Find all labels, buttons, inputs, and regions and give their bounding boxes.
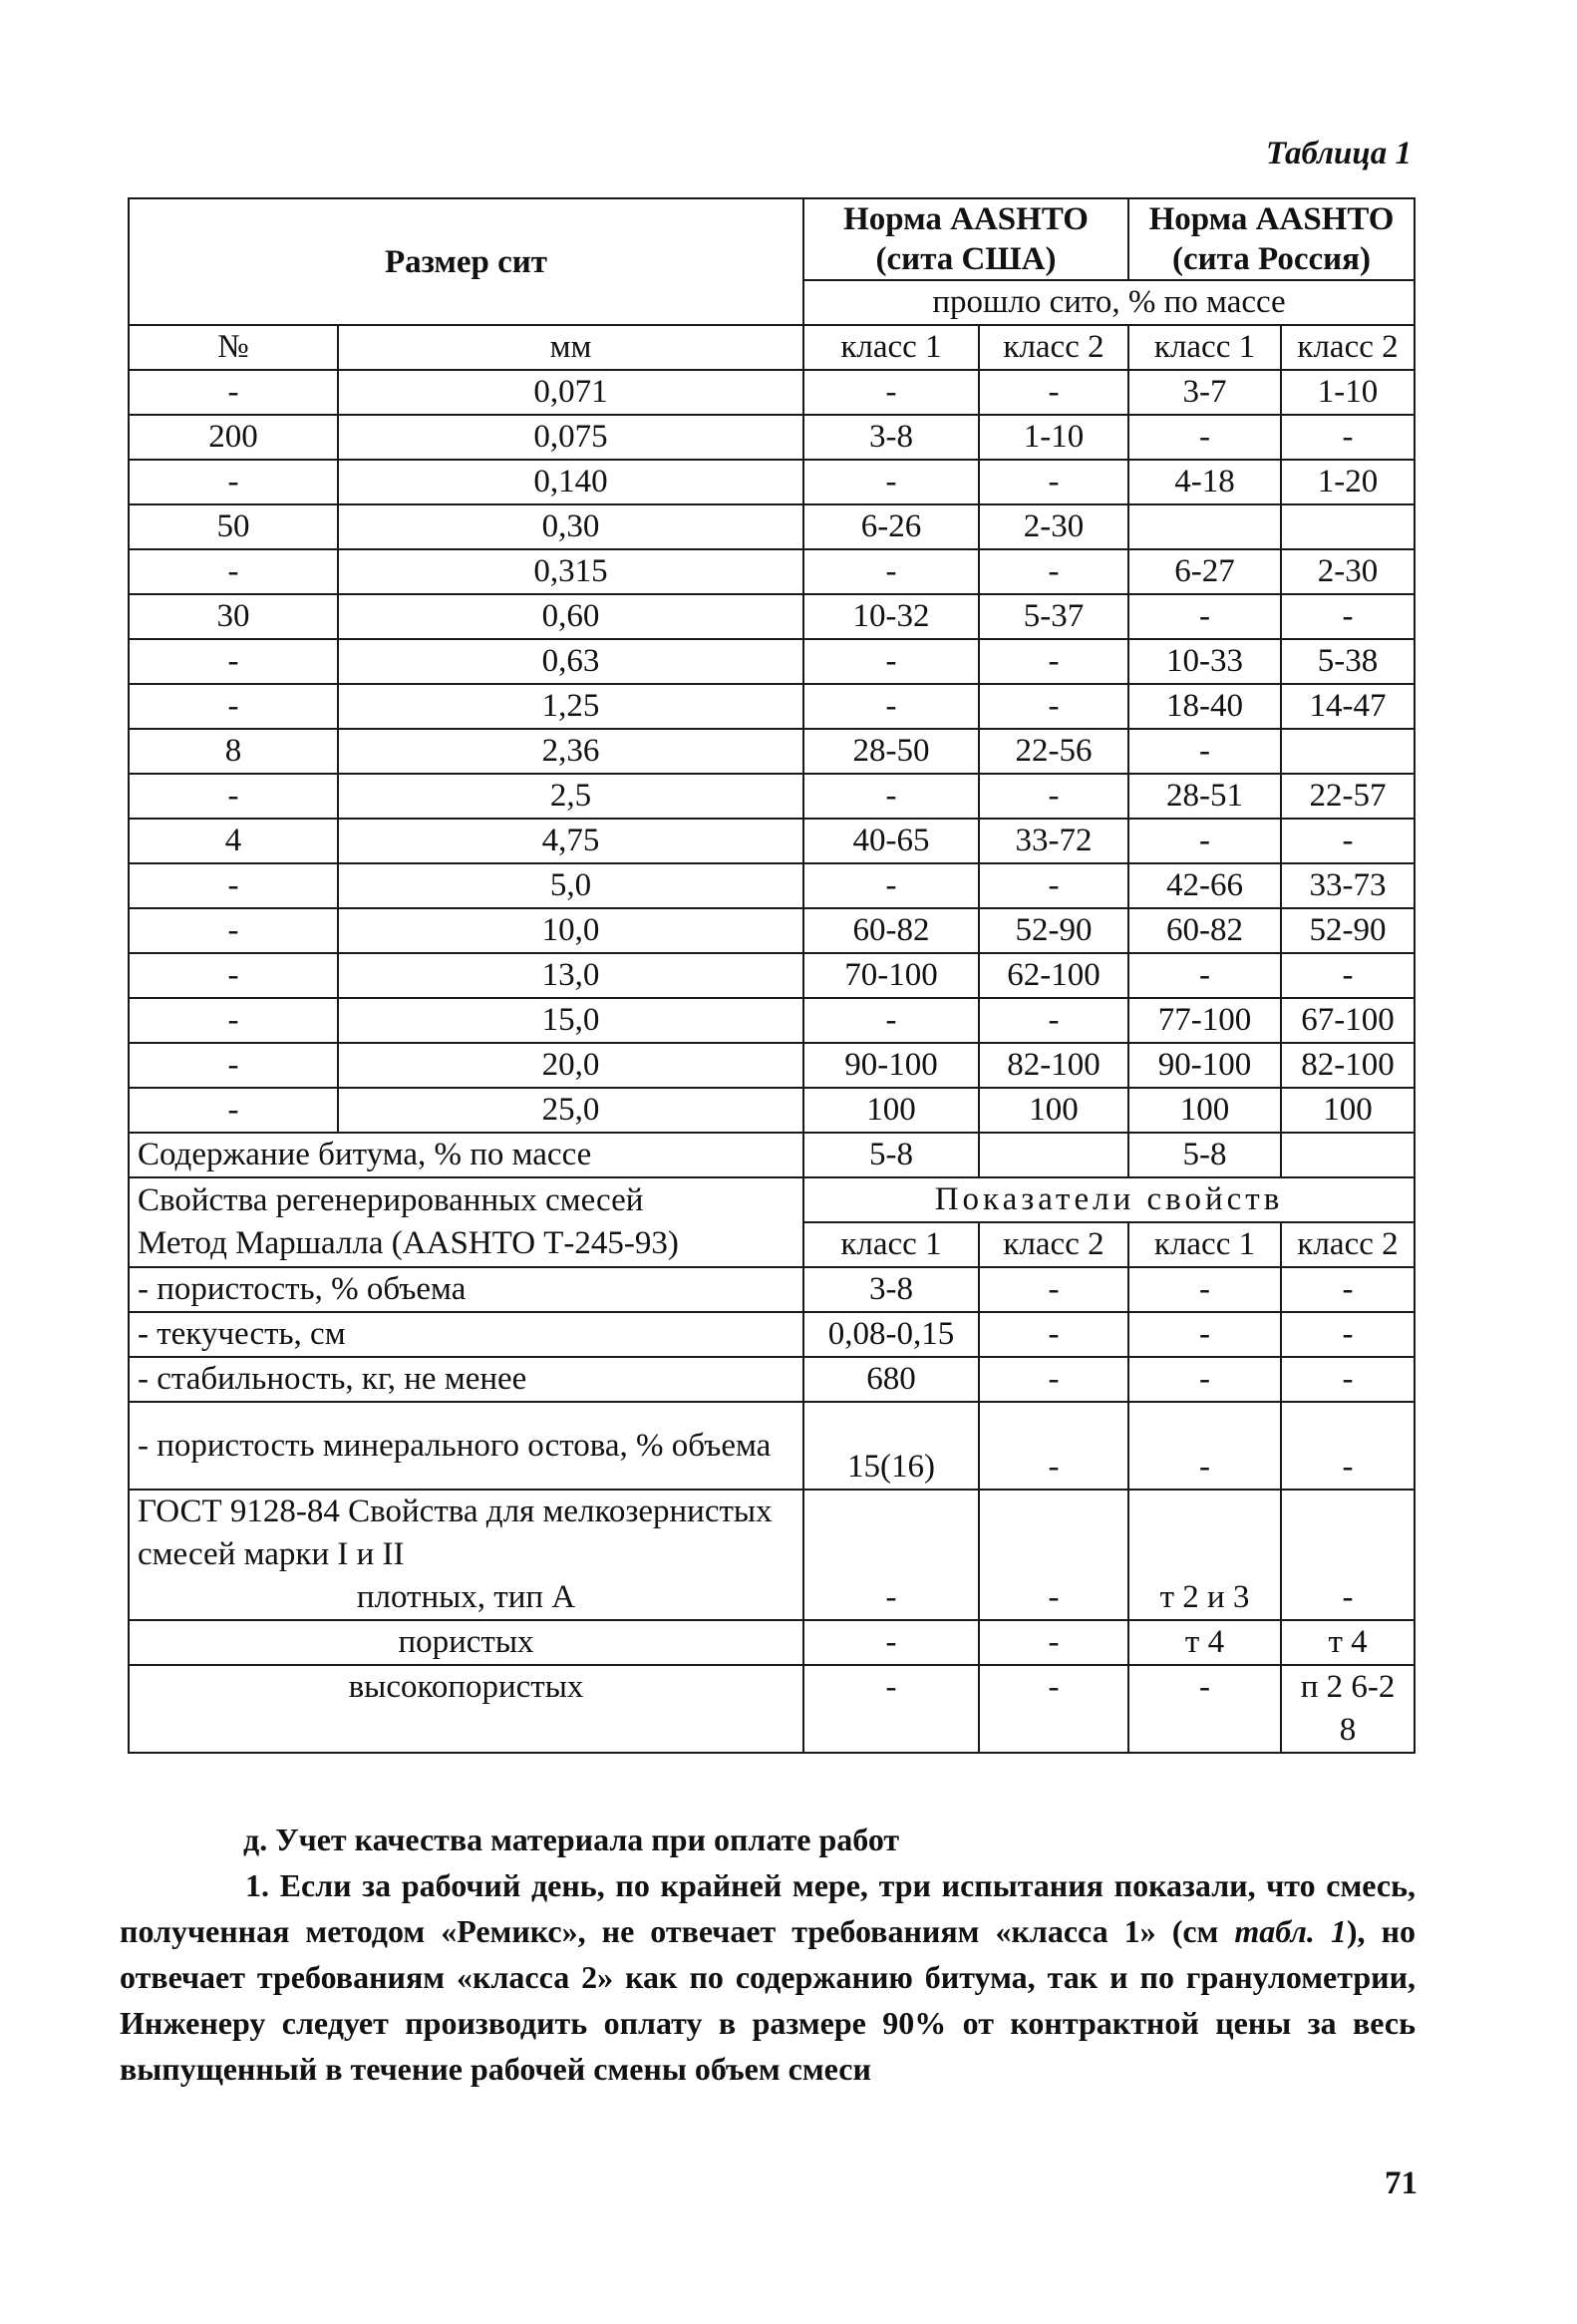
gost-value: - [979, 1665, 1128, 1753]
usa-class2-cell: - [979, 684, 1128, 729]
indicators-header: Показатели свойств [803, 1177, 1415, 1222]
sieve-number-cell: - [129, 1043, 338, 1088]
gost-value: - [979, 1620, 1128, 1665]
marshall-title-line: Метод Маршалла (AASHTO Т-245-93) [138, 1225, 679, 1261]
usa-class1-cell: 3-8 [803, 415, 979, 460]
usa-class2-cell: 82-100 [979, 1043, 1128, 1088]
usa-class2-cell: 100 [979, 1088, 1128, 1133]
usa-class1-cell: 28-50 [803, 729, 979, 774]
usa-class1-cell: 90-100 [803, 1043, 979, 1088]
sieve-number-cell: 4 [129, 819, 338, 863]
sieve-number-cell: 200 [129, 415, 338, 460]
property-label: - стабильность, кг, не менее [129, 1357, 803, 1402]
usa-class2-cell: 52-90 [979, 908, 1128, 953]
property-value: - [979, 1312, 1128, 1357]
russia-class2-cell: - [1281, 594, 1415, 639]
table-row [129, 998, 1415, 1043]
table-row [129, 684, 1415, 729]
russia-class2-cell: 5-38 [1281, 639, 1415, 684]
property-value: - [979, 1267, 1128, 1312]
norm-usa-line2: (сита США) [875, 241, 1057, 277]
gost-row-label: плотных, тип А [356, 1579, 576, 1615]
sieve-mm-cell: 0,140 [338, 460, 803, 504]
sieve-mm-cell: 13,0 [338, 953, 803, 998]
sieve-mm-cell: 2,5 [338, 774, 803, 819]
usa-class2-cell: - [979, 460, 1128, 504]
property-value: - [1281, 1402, 1415, 1490]
property-row [129, 1312, 1415, 1357]
usa-class2-cell: - [979, 863, 1128, 908]
russia-class1-cell: 77-100 [1128, 998, 1281, 1043]
sieve-number-cell: - [129, 370, 338, 415]
bitumen-value [979, 1133, 1128, 1177]
russia-class1-cell: 60-82 [1128, 908, 1281, 953]
sieve-number-cell: - [129, 774, 338, 819]
property-value: - [979, 1402, 1128, 1490]
norm-russia-header [1128, 198, 1415, 280]
marshall-header-row [129, 1177, 1415, 1222]
usa-class1-cell: - [803, 460, 979, 504]
usa-class2-cell: 2-30 [979, 504, 1128, 549]
usa-class2-cell: 5-37 [979, 594, 1128, 639]
sieve-number-cell: 30 [129, 594, 338, 639]
russia-class1-cell: 10-33 [1128, 639, 1281, 684]
usa-class2-cell: 33-72 [979, 819, 1128, 863]
sieve-mm-cell: 0,075 [338, 415, 803, 460]
property-label: - пористость, % объема [129, 1267, 803, 1312]
usa-class1-cell: - [803, 774, 979, 819]
russia-class2-cell: 52-90 [1281, 908, 1415, 953]
sieve-number-cell: 50 [129, 504, 338, 549]
property-value: - [1281, 1357, 1415, 1402]
russia-class2-cell: 1-10 [1281, 370, 1415, 415]
russia-class1-cell: - [1128, 953, 1281, 998]
sieve-number-cell: - [129, 1088, 338, 1133]
usa-class1-cell: 100 [803, 1088, 979, 1133]
norm-usa-header [803, 198, 1128, 280]
gost-row [129, 1665, 1415, 1753]
russia-class2-cell: 14-47 [1281, 684, 1415, 729]
norm-russia-line2: (сита Россия) [1172, 241, 1372, 277]
gost-value: п 2 6-2 8 [1281, 1665, 1415, 1753]
property-value: - [1128, 1357, 1281, 1402]
marshall-class-header: класс 2 [979, 1222, 1128, 1267]
gost-value: т 4 [1281, 1620, 1415, 1665]
note-heading: д. Учет качества материала при оплате работ [243, 1822, 900, 1857]
table-row [129, 639, 1415, 684]
usa-class1-cell: - [803, 684, 979, 729]
gost-value: - [803, 1665, 979, 1753]
col-usa-class1-header: класс 1 [803, 325, 979, 370]
gost-row-label: высокопористых [129, 1665, 803, 1753]
russia-class2-cell: 67-100 [1281, 998, 1415, 1043]
russia-class1-cell: 28-51 [1128, 774, 1281, 819]
gost-value: т 4 [1128, 1620, 1281, 1665]
usa-class1-cell: 40-65 [803, 819, 979, 863]
property-value: 680 [803, 1357, 979, 1402]
page-number: 71 [1385, 2165, 1418, 2201]
table-row [129, 415, 1415, 460]
russia-class1-cell: - [1128, 729, 1281, 774]
sieve-mm-cell: 4,75 [338, 819, 803, 863]
gost-row [129, 1490, 1415, 1620]
sieve-mm-cell: 2,36 [338, 729, 803, 774]
sieve-mm-cell: 10,0 [338, 908, 803, 953]
note-paragraph [120, 1862, 1416, 2092]
sieve-number-cell: - [129, 998, 338, 1043]
usa-class2-cell: - [979, 998, 1128, 1043]
property-row [129, 1357, 1415, 1402]
usa-class2-cell: 22-56 [979, 729, 1128, 774]
russia-class1-cell: 4-18 [1128, 460, 1281, 504]
usa-class1-cell: 70-100 [803, 953, 979, 998]
usa-class1-cell: 10-32 [803, 594, 979, 639]
table-row [129, 863, 1415, 908]
bitumen-value [1281, 1133, 1415, 1177]
russia-class1-cell: 100 [1128, 1088, 1281, 1133]
sieve-mm-cell: 5,0 [338, 863, 803, 908]
sieve-mm-cell: 0,315 [338, 549, 803, 594]
property-label: - текучесть, см [129, 1312, 803, 1357]
sieve-number-cell: - [129, 549, 338, 594]
gost-title: ГОСТ 9128-84 Свойства для мелкозернистых смесей марки I и II [138, 1494, 773, 1572]
property-value: - [1128, 1312, 1281, 1357]
norm-usa-line1: Норма AASHTO [843, 201, 1089, 237]
sieve-mm-cell: 1,25 [338, 684, 803, 729]
usa-class1-cell: - [803, 639, 979, 684]
property-value: - [1281, 1267, 1415, 1312]
russia-class1-cell: 42-66 [1128, 863, 1281, 908]
passed-sieve-header: прошло сито, % по массе [803, 280, 1415, 325]
property-value: - [1281, 1312, 1415, 1357]
usa-class2-cell: 1-10 [979, 415, 1128, 460]
header-row-3 [129, 325, 1415, 370]
usa-class1-cell: - [803, 998, 979, 1043]
col-russia-class2-header: класс 2 [1281, 325, 1415, 370]
sieve-number-cell: - [129, 908, 338, 953]
sieve-mm-cell: 25,0 [338, 1088, 803, 1133]
russia-class2-cell: 82-100 [1281, 1043, 1415, 1088]
note-text-1: 1. Если за рабочий день, по крайней мере, три испытания показали, что смесь, полученная методом «Ремикс», не отвечает требованиям «класса 1» (см [120, 1867, 1416, 1949]
sieve-number-cell: - [129, 639, 338, 684]
sieve-table [128, 197, 1416, 1754]
property-row [129, 1267, 1415, 1312]
sieve-mm-cell: 15,0 [338, 998, 803, 1043]
gost-value: - [803, 1620, 979, 1665]
payment-note [120, 1817, 1416, 2092]
sieve-mm-cell: 0,60 [338, 594, 803, 639]
russia-class1-cell: 6-27 [1128, 549, 1281, 594]
bitumen-value: 5-8 [803, 1133, 979, 1177]
col-mm-header: мм [338, 325, 803, 370]
bitumen-row [129, 1133, 1415, 1177]
usa-class1-cell: 60-82 [803, 908, 979, 953]
gost-value: - [1281, 1490, 1415, 1620]
col-russia-class1-header: класс 1 [1128, 325, 1281, 370]
usa-class2-cell: - [979, 639, 1128, 684]
usa-class1-cell: - [803, 549, 979, 594]
russia-class2-cell: 100 [1281, 1088, 1415, 1133]
gost-row-label: пористых [129, 1620, 803, 1665]
sieve-size-header: Размер сит [129, 198, 803, 325]
table-row [129, 549, 1415, 594]
gost-title-cell [129, 1490, 803, 1620]
usa-class1-cell: - [803, 370, 979, 415]
property-value: 15(16) [803, 1402, 979, 1490]
russia-class1-cell: - [1128, 415, 1281, 460]
russia-class2-cell: - [1281, 415, 1415, 460]
usa-class1-cell: - [803, 863, 979, 908]
marshall-title-line: Свойства регенерированных смесей [138, 1182, 644, 1218]
russia-class2-cell: 1-20 [1281, 460, 1415, 504]
russia-class1-cell: 3-7 [1128, 370, 1281, 415]
note-table-reference: табл. 1 [1234, 1913, 1347, 1949]
table-row [129, 460, 1415, 504]
usa-class2-cell: - [979, 774, 1128, 819]
property-value: - [1128, 1267, 1281, 1312]
property-row [129, 1402, 1415, 1490]
sieve-mm-cell: 0,071 [338, 370, 803, 415]
table-row [129, 370, 1415, 415]
marshall-title [129, 1177, 803, 1267]
property-value: - [1128, 1402, 1281, 1490]
bitumen-value: 5-8 [1128, 1133, 1281, 1177]
usa-class2-cell: - [979, 370, 1128, 415]
marshall-class-header: класс 1 [803, 1222, 979, 1267]
table-row [129, 774, 1415, 819]
col-usa-class2-header: класс 2 [979, 325, 1128, 370]
russia-class2-cell: 2-30 [1281, 549, 1415, 594]
table-row [129, 908, 1415, 953]
table-row [129, 1088, 1415, 1133]
sieve-number-cell: - [129, 684, 338, 729]
russia-class1-cell: - [1128, 819, 1281, 863]
gost-value: - [979, 1490, 1128, 1620]
sieve-number-cell: 8 [129, 729, 338, 774]
sieve-number-cell: - [129, 863, 338, 908]
russia-class1-cell: - [1128, 594, 1281, 639]
property-value: 0,08-0,15 [803, 1312, 979, 1357]
russia-class2-cell [1281, 504, 1415, 549]
marshall-class-header: класс 1 [1128, 1222, 1281, 1267]
sieve-mm-cell: 20,0 [338, 1043, 803, 1088]
russia-class1-cell: 18-40 [1128, 684, 1281, 729]
property-label: - пористость минерального остова, % объема [129, 1402, 803, 1490]
russia-class2-cell: - [1281, 953, 1415, 998]
sieve-number-cell: - [129, 953, 338, 998]
bitumen-label: Содержание битума, % по массе [129, 1133, 803, 1177]
table-row [129, 953, 1415, 998]
note-text-2: ), но отвечает требованиям «класса 2» как по содержанию битума, так и по гранулометрии, Инженеру следует производить оплату в размере 90% от контрактной цены за весь выпущенный в течение рабочей смены объем смеси [120, 1913, 1417, 2087]
table-row [129, 594, 1415, 639]
table-row [129, 504, 1415, 549]
usa-class1-cell: 6-26 [803, 504, 979, 549]
russia-class1-cell: 90-100 [1128, 1043, 1281, 1088]
russia-class2-cell: 22-57 [1281, 774, 1415, 819]
russia-class2-cell [1281, 729, 1415, 774]
usa-class2-cell: 62-100 [979, 953, 1128, 998]
sieve-mm-cell: 0,30 [338, 504, 803, 549]
norm-russia-line1: Норма AASHTO [1148, 201, 1395, 237]
gost-value: - [1128, 1665, 1281, 1753]
property-value: 3-8 [803, 1267, 979, 1312]
table-row [129, 729, 1415, 774]
russia-class1-cell [1128, 504, 1281, 549]
gost-row [129, 1620, 1415, 1665]
header-row-1 [129, 198, 1415, 280]
table-row [129, 1043, 1415, 1088]
property-value: - [979, 1357, 1128, 1402]
sieve-number-cell: - [129, 460, 338, 504]
gost-value: т 2 и 3 [1128, 1490, 1281, 1620]
russia-class2-cell: 33-73 [1281, 863, 1415, 908]
marshall-class-header: класс 2 [1281, 1222, 1415, 1267]
sieve-mm-cell: 0,63 [338, 639, 803, 684]
table-caption: Таблица 1 [1265, 136, 1412, 171]
gost-value: - [803, 1490, 979, 1620]
usa-class2-cell: - [979, 549, 1128, 594]
russia-class2-cell: - [1281, 819, 1415, 863]
table-row [129, 819, 1415, 863]
col-number-header: № [129, 325, 338, 370]
